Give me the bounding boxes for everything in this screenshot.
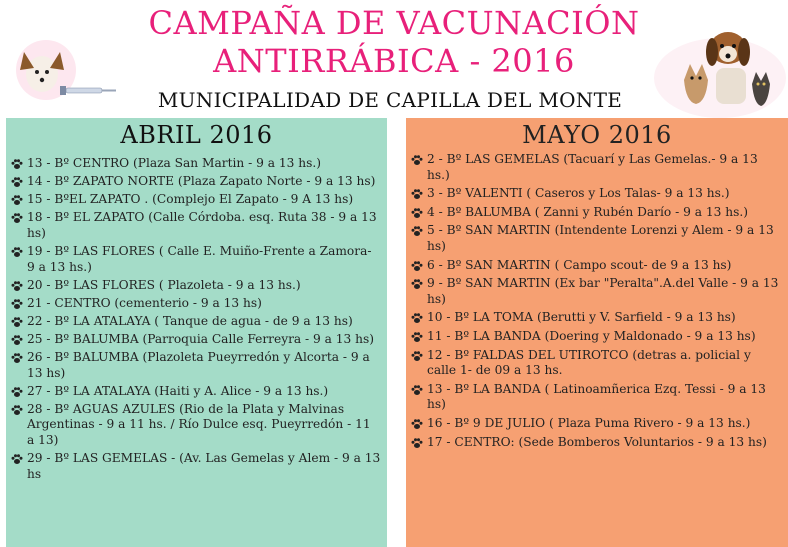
list-item-text: 4 - Bº BALUMBA ( Zanni y Rubén Darío - 9 a 13 hs.) [427,204,748,219]
list-item [10,192,381,208]
list-item-text: 11 - Bº LA BANDA (Doering y Maldonado - 9 a 13 hs) [427,328,756,343]
list-item-text: 26 - Bº BALUMBA (Plazoleta Pueyrredón y Alcorta - 9 a 13 hs) [27,350,370,380]
list-item-text: 27 - Bº LA ATALAYA (Haiti y A. Alice - 9 a 13 hs.) [27,383,329,398]
paw-print-icon [10,157,24,171]
list-item-text: 12 - Bº FALDAS DEL UTIROTCO (detras a. policial y calle 1- de 09 a 13 hs. [427,347,751,378]
list-item-text: 3 - Bº VALENTI ( Caseros y Los Talas- 9 a 13 hs.) [427,186,730,201]
april-schedule-list [6,152,387,482]
list-item-text: 5 - Bº SAN MARTIN (Intendente Lorenzi y Alem - 9 a 13 hs) [427,223,774,253]
list-item-text: 29 - Bº LAS GEMELAS - (Av. Las Gemelas y Alem - 9 a 13 hs [27,451,381,481]
list-item [10,350,381,381]
paw-print-icon [10,175,24,189]
municipality-subtitle: MUNICIPALIDAD DE CAPILLA DEL MONTE [157,88,623,112]
paw-print-icon [410,311,424,325]
list-item-text: 13 - Bº LA BANDA ( Latinoamñerica Ezq. Tessi - 9 a 13 hs) [427,381,766,412]
list-item [10,332,381,348]
paw-print-icon [410,349,424,363]
list-item [10,296,381,312]
list-item [410,382,782,413]
may-heading: MAYO 2016 [522,121,672,149]
list-item-text: 13 - Bº CENTRO (Plaza San Martin - 9 a 13 hs.) [27,156,321,170]
paw-print-icon [410,259,424,273]
list-item-text: 19 - Bº LAS FLORES ( Calle E. Muiño-Frente a Zamora- 9 a 13 hs.) [27,243,372,274]
paw-print-icon [410,187,424,201]
list-item-text: 21 - CENTRO (cementerio - 9 a 13 hs) [27,295,262,310]
list-item-text: 28 - Bº AGUAS AZULES (Rio de la Plata y Malvinas Argentinas - 9 a 11 hs. / Río Dulce esq. Pueyrredón - 11 a 13) [27,401,371,447]
list-item-text: 9 - Bº SAN MARTIN (Ex bar "Peralta".A.del Valle - 9 a 13 hs) [427,276,779,306]
puppy-syringe-illustration [6,30,126,110]
paw-print-icon [410,330,424,344]
list-item [10,278,381,294]
list-item-text: 6 - Bº SAN MARTIN ( Campo scout- de 9 a 13 hs) [427,257,732,272]
campaign-title-line2: ANTIRRÁBICA - 2016 [213,42,575,80]
paw-print-icon [10,351,24,365]
list-item-text: 25 - Bº BALUMBA (Parroquia Calle Ferreyra - 9 a 13 hs) [27,331,375,346]
paw-print-icon [10,315,24,329]
paw-print-icon [10,333,24,347]
list-item [410,435,782,451]
may-schedule-panel [406,118,788,547]
list-item [410,329,782,345]
paw-print-icon [410,224,424,238]
paw-print-icon [10,211,24,225]
list-item [410,258,782,274]
list-item [10,156,381,172]
paw-print-icon [410,153,424,167]
paw-print-icon [10,245,24,259]
list-item [10,451,381,482]
list-item [10,402,381,449]
campaign-title-line1: CAMPAÑA DE VACUNACIÓN [148,4,640,42]
may-schedule-list [406,152,788,450]
list-item [410,348,782,379]
list-item [410,310,782,326]
list-item [10,174,381,190]
list-item [410,223,782,254]
list-item [410,186,782,202]
paw-print-icon [10,279,24,293]
paw-print-icon [410,206,424,220]
list-item [410,416,782,432]
list-item-text: 15 - BºEL ZAPATO . (Complejo El Zapato - 9 A 13 hs) [27,192,354,207]
paw-print-icon [410,383,424,397]
list-item [410,205,782,221]
list-item [410,152,782,183]
paw-print-icon [10,193,24,207]
list-item-text: 22 - Bº LA ATALAYA ( Tanque de agua - de 9 a 13 hs) [27,313,353,328]
paw-print-icon [10,385,24,399]
list-item [10,244,381,275]
paw-print-icon [410,436,424,450]
list-item-text: 10 - Bº LA TOMA (Berutti y V. Sarfield - 9 a 13 hs) [427,310,736,325]
paw-print-icon [10,403,24,417]
list-item [410,276,782,307]
paw-print-icon [10,297,24,311]
april-heading: ABRIL 2016 [120,121,273,149]
paw-print-icon [10,452,24,466]
list-item-text: 16 - Bº 9 DE JULIO ( Plaza Puma Rivero - 9 a 13 hs.) [427,415,751,430]
list-item [10,314,381,330]
april-schedule-panel [6,118,387,547]
dogs-and-cats-illustration [650,18,788,118]
list-item-text: 14 - Bº ZAPATO NORTE (Plaza Zapato Norte - 9 a 13 hs) [27,174,376,189]
list-item-text: 18 - Bº EL ZAPATO (Calle Córdoba. esq. Ruta 38 - 9 a 13 hs) [27,210,377,240]
paw-print-icon [410,417,424,431]
paw-print-icon [410,277,424,291]
list-item [10,210,381,241]
list-item-text: 17 - CENTRO: (Sede Bomberos Voluntarios - 9 a 13 hs) [427,434,767,449]
list-item [10,384,381,400]
list-item-text: 2 - Bº LAS GEMELAS (Tacuarí y Las Gemelas.- 9 a 13 hs.) [427,152,758,182]
list-item-text: 20 - Bº LAS FLORES ( Plazoleta - 9 a 13 hs.) [27,277,301,292]
